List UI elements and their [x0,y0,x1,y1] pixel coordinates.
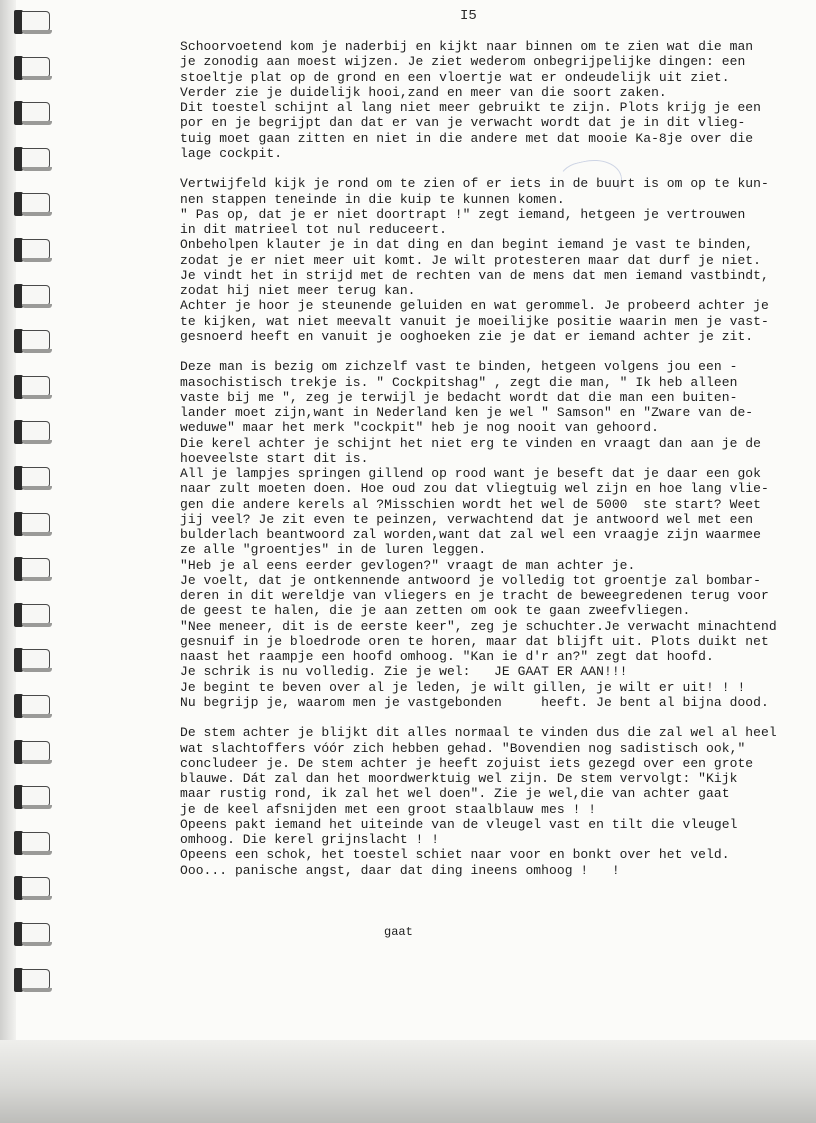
text-line: bulderlach beantwoord zal worden,want dat zal wel een vraagje zijn waarmee [180,527,761,542]
text-line: Je begint te beven over al je leden, je wilt gillen, je wilt er uit! ! ! [180,679,746,695]
text-line: tuig moet gaan zitten en niet in die andere met dat mooie Ka-8je over die [180,130,754,146]
binding-ring [14,785,54,809]
text-line: wat slachtoffers vóór zich hebben gehad. "Bovendien nog sadistisch ook," [180,740,746,756]
text-line: por en je begrijpt dan dat er van je verwacht wordt dat je in dit vlieg- [180,115,746,131]
text-line: Die kerel achter je schijnt het niet erg te vinden en vraagt dan aan je de [180,435,761,451]
text-line: naar zult moeten doen. Hoe oud zou dat vliegtuig wel zijn en hoe lang vlie- [180,481,769,497]
text-line: Opeens pakt iemand het uiteinde van de vleugel vast en tilt die vleugel [180,816,738,832]
paragraph [180,359,777,710]
binding-ring [14,557,54,581]
binding-ring [14,922,54,946]
text-line: je zonodig aan moest wijzen. Je ziet wederom onbegrijpelijke dingen: een [180,54,746,70]
binding-ring [14,329,54,353]
text-line: blauwe. Dát zal dan het moordwerktuig wel zijn. De stem vervolgt: "Kijk [180,771,738,786]
text-line: " Pas op, dat je er niet doortrapt !" zegt iemand, hetgeen je vertrouwen [180,206,746,222]
text-line: masochistisch trekje is. " Cockpitshag" , zegt die man, " Ik heb alleen [180,374,738,390]
text-line: Schoorvoetend kom je naderbij en kijkt naar binnen om te zien wat die man [180,39,754,54]
text-line: All je lampjes springen gillend op rood want je beseft dat je daar een gok [180,466,761,481]
text-line: gesnoerd heeft en vanuit je ooghoeken zie je dat er iemand achter je zit. [180,328,754,344]
paragraph [180,176,777,344]
binding-ring [14,101,54,125]
text-line: De stem achter je blijkt dit alles normaal te vinden dus die zal wel al heel [180,725,777,741]
binding-ring [14,694,54,718]
binding-ring [14,831,54,855]
text-line: Je vindt het in strijd met de rechten van de mens dat men iemand vastbindt, [180,267,769,283]
text-line: Deze man is bezig om zichzelf vast te binden, hetgeen volgens jou een - [180,359,738,375]
text-line: te kijken, wat niet meevalt vanuit je moeilijke positie waarin men je vast- [180,313,769,329]
binding-ring [14,876,54,900]
text-line: "Nee meneer, dit is de eerste keer", zeg je schuchter.Je verwacht minachtend [180,618,777,634]
text-line: "Heb je al eens eerder gevlogen?" vraagt de man achter je. [180,557,636,573]
text-line: lage cockpit. [180,145,283,161]
binding-ring [14,740,54,764]
text-line: Onbeholpen klauter je in dat ding en dan begint iemand je vast te binden, [180,237,754,253]
binding-ring [14,238,54,262]
binding-ring [14,466,54,490]
text-line: in dit matrieel tot nul reduceert. [180,222,447,237]
text-line: omhoog. Die kerel grijnslacht ! ! [180,832,440,847]
binding-ring [14,56,54,80]
text-line: vaste bij me ", zeg je terwijl je bedacht wordt dat die man een buiten- [180,389,738,405]
text-line: maar rustig rond, ik zal het wel doen". Zie je wel,die van achter gaat [180,786,730,802]
text-line: de geest te halen, die je aan zetten om ook te gaan zweefvliegen. [180,603,691,619]
text-line: gen die andere kerels al ?Misschien wordt het wel de 5000 ste start? Weet [180,496,761,512]
binding-ring [14,512,54,536]
text-line: Je voelt, dat je ontkennende antwoord je volledig tot groentje zal bombar- [180,572,761,588]
binding-ring [14,968,54,992]
text-line: weduwe" maar het merk "cockpit" heb je nog nooit van gehoord. [180,420,659,436]
page-number: I5 [460,8,477,24]
text-line: zodat hij niet meer terug kan. [180,283,416,298]
text-line: jij veel? Je zit even te peinzen, verwachtend dat je antwoord wel met een [180,511,754,527]
text-line: ze alle "groentjes" in de luren leggen. [180,542,487,558]
text-line: deren in dit wereldje van vliegers en je tracht de beweegredenen terug voor [180,588,769,603]
text-line: Vertwijfeld kijk je rond om te zien of er iets in de buurt is om op te kun- [180,176,769,192]
text-line: je de keel afsnijden met een groot staalblauw mes ! ! [180,801,597,817]
binding-ring [14,648,54,672]
text-line: zodat je er niet meer uit komt. Je wilt protesteren maar dat durf je niet. [180,252,761,268]
spiral-binding [14,0,60,1040]
binding-ring [14,420,54,444]
interlinear-correction: gaat [384,925,413,939]
text-line: lander moet zijn,want in Nederland ken je wel " Samson" en "Zware van de- [180,405,754,420]
text-line: Opeens een schok, het toestel schiet naar voor en bonkt over het veld. [180,847,730,863]
text-line: Ooo... panische angst, daar dat ding ineens omhoog ! ! [180,862,620,878]
text-line: concludeer je. De stem achter je heeft zojuist iets gezegd over een grote [180,755,754,771]
paragraph [180,39,777,161]
binding-ring [14,284,54,308]
binding-ring [14,603,54,627]
binding-ring [14,375,54,399]
paragraph [180,725,777,878]
binding-ring [14,10,54,34]
text-line: Nu begrijp je, waarom men je vastgebonden heeft. Je bent al bijna dood. [180,694,769,710]
text-line: Verder zie je duidelijk hooi,zand en meer van die soort zaken. [180,84,667,100]
text-line: Dit toestel schijnt al lang niet meer gebruikt te zijn. Plots krijg je een [180,100,761,115]
binding-ring [14,192,54,216]
text-line: gesnuif in je bloedrode oren te horen, maar dat blijft uit. Plots duikt net [180,633,769,649]
text-line: Je schrik is nu volledig. Zie je wel: JE GAAT ER AAN!!! [180,664,628,680]
page-edge-shadow [0,1040,816,1123]
typewritten-text [180,39,777,878]
text-line: hoeveelste start dit is. [180,450,369,466]
binding-ring [14,147,54,171]
text-line: Achter je hoor je steunende geluiden en wat gerommel. Je probeerd achter je [180,298,769,314]
text-line: stoeltje plat op de grond en een vloertje wat er ondeudelijk uit ziet. [180,69,730,85]
text-line: nen stappen teneinde in die kuip te kunnen komen. [180,191,565,207]
text-line: naast het raampje een hoofd omhoog. "Kan ie d'r an?" zegt dat hoofd. [180,649,714,664]
